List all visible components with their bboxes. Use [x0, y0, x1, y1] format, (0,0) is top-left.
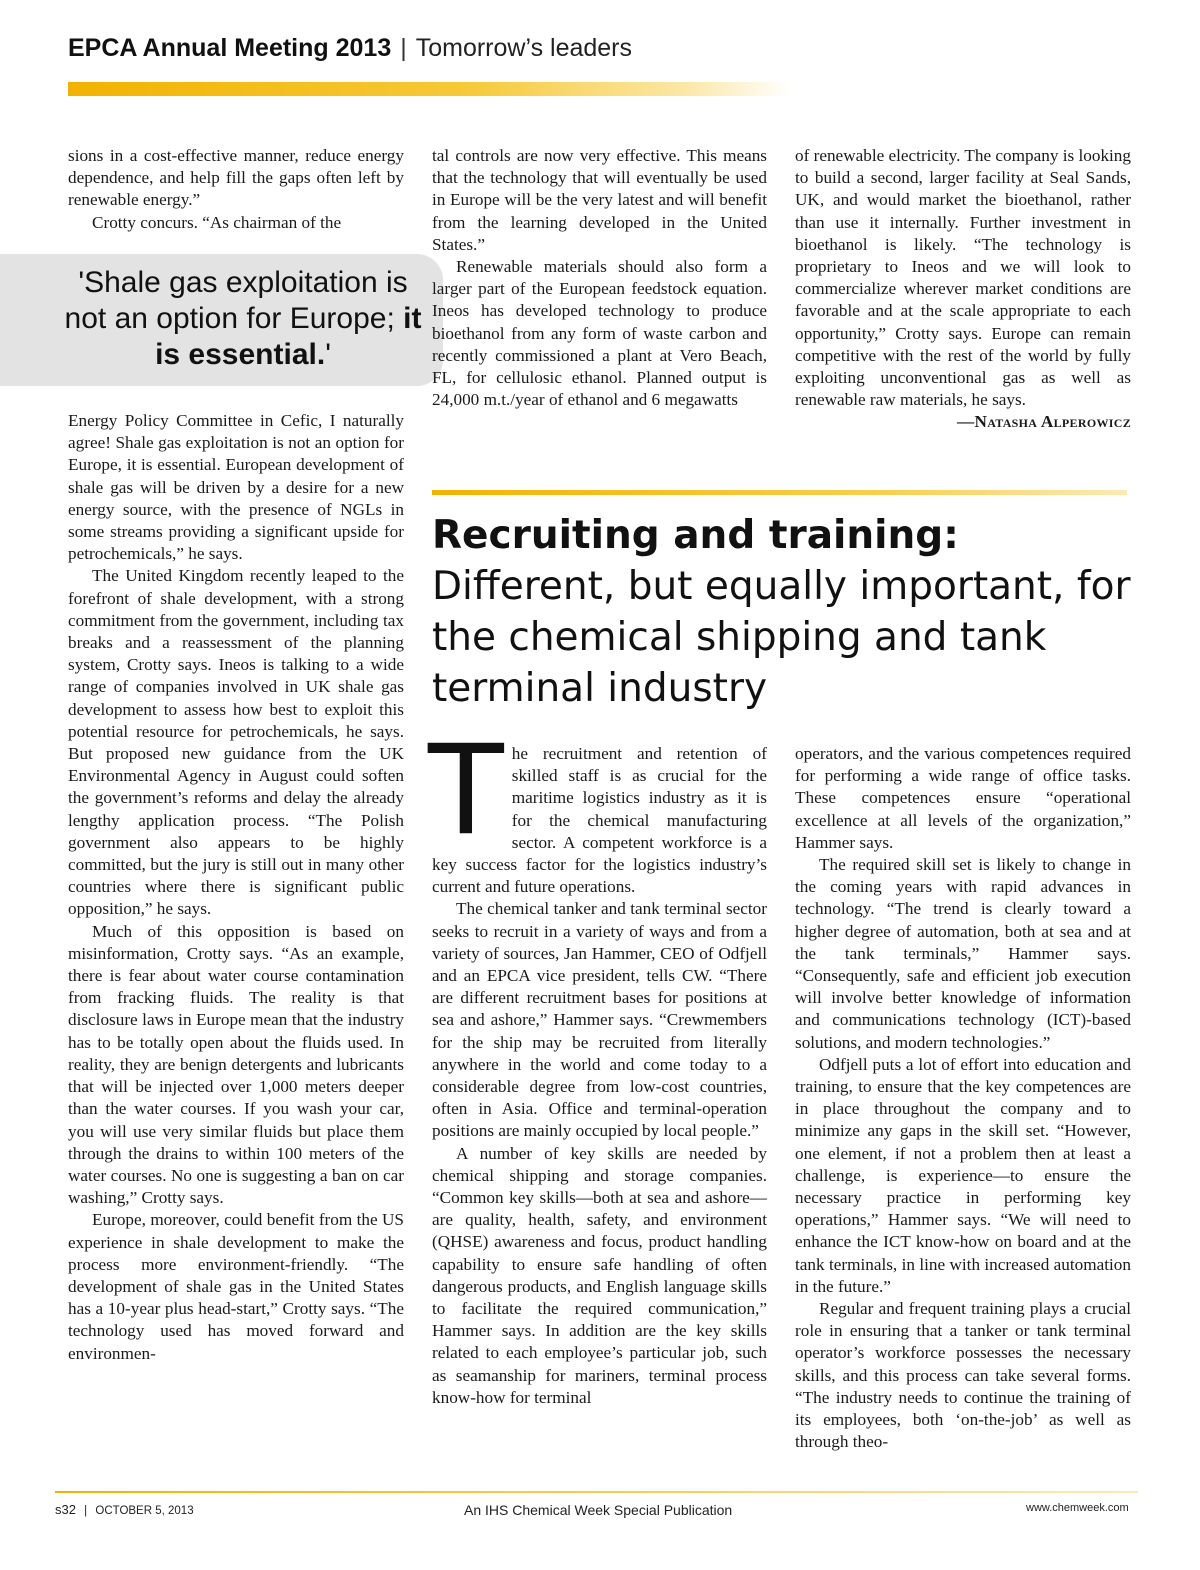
paragraph: [428, 719, 767, 898]
paragraph: sions in a cost-effective manner, reduce energy dependence, and help fill the gaps often left by renewable energy.”: [68, 146, 404, 210]
paragraph: Regular and frequent training plays a crucial role in ensuring that a tanker or tank terminal operator’s workforce possesses the necessary skills, and this process can take several forms. “The industry needs to continue the training of its employees, both ‘on-the-job’ as well as through theo-: [795, 1299, 1131, 1452]
pull-quote-emphasis: it is essential.: [155, 302, 422, 371]
paragraph: Odfjell puts a lot of effort into education and training, to ensure that the key competences are in place throughout the company and to minimize any gaps in the skill set. “However, one element, if not a problem then at least a challenge, is experience—to ensure the necessary practice in performing key operations,” Hammer says. “We will need to enhance the ICT know-how on board and at the tank terminals, in line with increased automation in the future.”: [795, 1054, 1131, 1296]
col3-top-body: of renewable electricity. The company is looking to build a second, larger facility at Seal Sands, UK, and would market the bioethanol, rather than use it internally. Further investment in bioethanol is likely. “The technology is proprietary to Ineos and we will look to commercialize wherever market conditions are favorable and at the scale appropriate to each opportunity,” Crotty says. Europe can remain competitive with the rest of the world by fully exploiting unconventional gas as well as renewable raw materials, he says.: [795, 146, 1131, 410]
paragraph: tal controls are now very effective. This means that the technology that will eventually be used in Europe will be the very latest and will benefit from the learning developed in the United States.”: [432, 146, 767, 254]
article-headline: [432, 510, 1152, 714]
article-col3: [795, 743, 1131, 1454]
col3-top-text: [795, 145, 1131, 434]
paragraph: The United Kingdom recently leaped to the forefront of shale development, with a strong commitment from the government, including tax breaks and a reassessment of the planning system, Crotty says. Ineos is talking to a wide range of companies involved in UK shale gas development to assess how best to exploit this potential resource for petrochemicals, he says. But proposed new guidance from the UK Environmental Agency in August could soften the government’s reforms and delay the already lengthy application process. “The Polish government also appears to be highly committed, but the jury is still out in many other countries where there is significant public opposition,” he says.: [68, 566, 404, 919]
footer-rule: [55, 1491, 1138, 1493]
pull-quote-lead: 'Shale gas exploitation is not an option for Europe;: [64, 266, 408, 335]
headline-bold: Recruiting and training:: [432, 513, 959, 558]
running-header: [68, 34, 632, 63]
headline-rest: Different, but equally important, for the chemical shipping and tank terminal industry: [432, 564, 1131, 711]
paragraph: Europe, moreover, could benefit from the US experience in shale development to make the process more environment-friendly. “The development of shale gas in the United States has a 10-year plus head-start,” Crotty says. “The technology used has moved forward and environmen-: [68, 1210, 404, 1363]
paragraph: Crotty concurs. “As chairman of the: [92, 212, 342, 232]
article-col2: [428, 719, 767, 1409]
paragraph: Much of this opposition is based on misinformation, Crotty says. “As an example, there is fear about water course contamination from fracking fluids. The reality is that disclosure laws in Europe mean that the industry has to be totally open about the fluids used. In reality, they are benign detergents and lubricants that will be injected over 1,000 meters deeper than the water courses. If you wash your car, you will use very similar fluids but place them through the drains to within 100 meters of the water courses. No one is suggesting a ban on car washing,” Crotty says.: [68, 921, 404, 1208]
paragraph: Energy Policy Committee in Cefic, I naturally agree! Shale gas exploitation is not an option for Europe, it is essential. European development of shale gas will be driven by a desire for a new energy source, with the presence of NGLs in some streams providing a significant upside for petrochemicals,” he says.: [68, 411, 404, 564]
paragraph: [795, 145, 1131, 432]
col1-top-text: [68, 145, 404, 234]
pull-quote-text: [62, 265, 424, 373]
lead-text: he recruitment and retention of skilled staff is as crucial for the maritime logistics industry as it is for the chemical manufacturing sector. A competent workforce is a key success factor for the logistics industry’s current and future operations.: [432, 744, 767, 897]
header-title: EPCA Annual Meeting 2013: [68, 34, 392, 62]
header-subtitle: Tomorrow’s leaders: [415, 34, 633, 62]
paragraph: The chemical tanker and tank terminal sector seeks to recruit in a variety of ways and from a variety of sources, Jan Hammer, CEO of Odfjell and an EPCA vice president, tells CW. “There are different recruitment bases for positions at sea and ashore,” Hammer says. “Crewmembers for the ship may be recruited from literally anywhere in the world and come today to a considerable degree from low-cost countries, often in Asia. Office and terminal-operation positions are mainly occupied by local people.”: [432, 899, 767, 1141]
paragraph: A number of key skills are needed by chemical shipping and storage companies. “Common key skills—both at sea and ashore—are quality, health, safety, and environment (QHSE) awareness and focus, product handling capability to ensure safe handling of often dangerous products, and English language skills to facilitate the required communication,” Hammer says. In addition are the key skills related to each employee’s particular job, such as seamanship for mariners, terminal process know-how for terminal: [432, 1143, 767, 1407]
header-separator: |: [400, 34, 407, 62]
col1-main-text: [68, 410, 404, 1365]
footer-page-info: [55, 1502, 194, 1517]
header-accent-bar: [68, 82, 792, 96]
page-number: s32: [55, 1502, 76, 1517]
author-byline: —Natasha Alperowicz: [957, 412, 1131, 432]
paragraph: The required skill set is likely to change in the coming years with rapid advances in technology. “The trend is clearly toward a higher degree of automation, both at sea and at the tank terminals,” Hammer says. “Consequently, safe and efficient job execution will involve better knowledge of information and communications technology (ICT)-based solutions, and modern technologies.”: [795, 855, 1131, 1052]
publication-name: An IHS Chemical Week Special Publication: [464, 1502, 733, 1518]
paragraph: operators, and the various competences required for performing a wide range of office tasks. These competences ensure “operational excellence at all levels of the organization,” Hammer says.: [795, 744, 1131, 852]
col2-top-text: [432, 145, 767, 411]
footer-separator: |: [84, 1505, 88, 1517]
website-url: www.chemweek.com: [1026, 1502, 1129, 1514]
paragraph: Renewable materials should also form a larger part of the European feedstock equation. Ineos has developed technology to produce bioethanol from any form of waste carbon and recently commissioned a plant at Vero Beach, FL, for cellulosic ethanol. Planned output is 24,000 m.t./year of ethanol and 6 megawatts: [432, 257, 767, 410]
drop-cap: T: [428, 719, 504, 863]
pull-quote: [0, 254, 443, 386]
issue-date: OCTOBER 5, 2013: [95, 1505, 194, 1517]
pull-quote-close: ': [325, 338, 331, 371]
section-divider: [432, 490, 1127, 495]
